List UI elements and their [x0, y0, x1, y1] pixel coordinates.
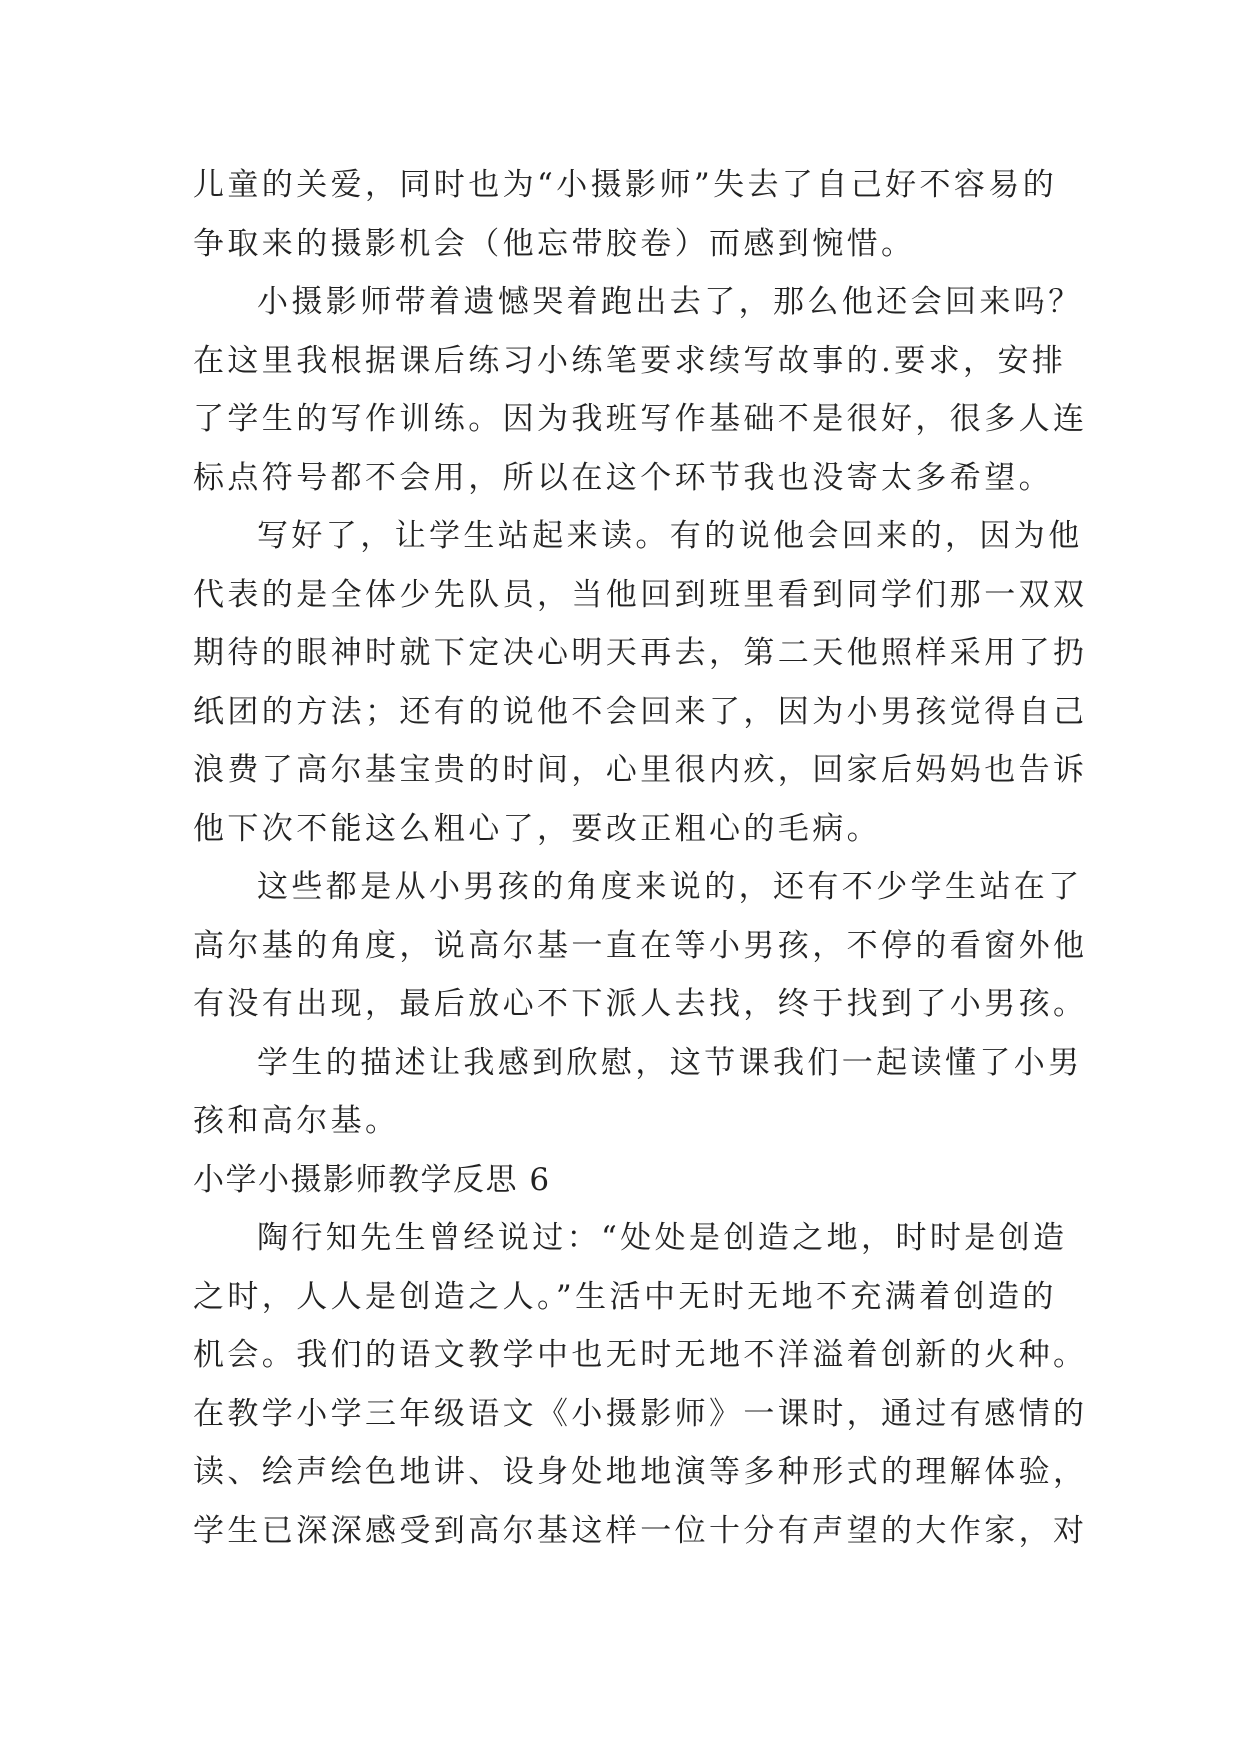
- paragraph-first-line: 学生的描述让我感到欣慰，这节课我们一起读懂了小男: [257, 1044, 1083, 1081]
- paragraph-first-line: 写好了，让学生站起来读。有的说他会回来的，因为他: [257, 518, 1083, 554]
- text-line: 标点符号都不会用，所以在这个环节我也没寄太多希望。: [193, 459, 1053, 496]
- paragraph-first-line: 陶行知先生曾经说过：“处处是创造之地，时时是创造: [257, 1220, 1068, 1256]
- text-line: 有没有出现，最后放心不下派人去找，终于找到了小男孩。: [193, 986, 1088, 1022]
- text-line: 孩和高尔基。: [193, 1103, 400, 1139]
- body-text: [193, 156, 1088, 1560]
- text-line: 机会。我们的语文教学中也无时无地不洋溢着创新的火种。: [193, 1337, 1088, 1373]
- text-line: 儿童的关爱，同时也为“小摄影师”失去了自己好不容易的: [193, 167, 1058, 203]
- text-line: 在教学小学三年级语文《小摄影师》一课时，通过有感情的: [193, 1395, 1088, 1432]
- paragraph-first-line: 小摄影师带着遗憾哭着跑出去了，那么他还会回来吗？: [257, 284, 1083, 320]
- text-line: 了学生的写作训练。因为我班写作基础不是很好，很多人连: [193, 401, 1088, 437]
- paragraph-first-line: 这些都是从小男孩的角度来说的，还有不少学生站在了: [257, 869, 1083, 905]
- section-heading: 小学小摄影师教学反思 6: [193, 1161, 551, 1198]
- text-line: 读、绘声绘色地讲、设身处地地演等多种形式的理解体验，: [193, 1454, 1088, 1490]
- text-line: 他下次不能这么粗心了，要改正粗心的毛病。: [193, 810, 881, 847]
- text-line: 代表的是全体少先队员，当他回到班里看到同学们那一双双: [193, 576, 1088, 613]
- text-line: 期待的眼神时就下定决心明天再去，第二天他照样采用了扔: [193, 635, 1088, 671]
- text-line: 浪费了高尔基宝贵的时间，心里很内疚，回家后妈妈也告诉: [193, 752, 1088, 788]
- text-line: 之时，人人是创造之人。”生活中无时无地不充满着创造的: [193, 1278, 1057, 1315]
- text-line: 高尔基的角度，说高尔基一直在等小男孩，不停的看窗外他: [193, 927, 1088, 964]
- text-line: 学生已深深感受到高尔基这样一位十分有声望的大作家，对: [193, 1512, 1088, 1549]
- text-line: 在这里我根据课后练习小练笔要求续写故事的.要求，安排: [193, 342, 1067, 379]
- text-line: 争取来的摄影机会（他忘带胶卷）而感到惋惜。: [193, 225, 916, 262]
- text-line: 纸团的方法；还有的说他不会回来了，因为小男孩觉得自己: [193, 693, 1088, 730]
